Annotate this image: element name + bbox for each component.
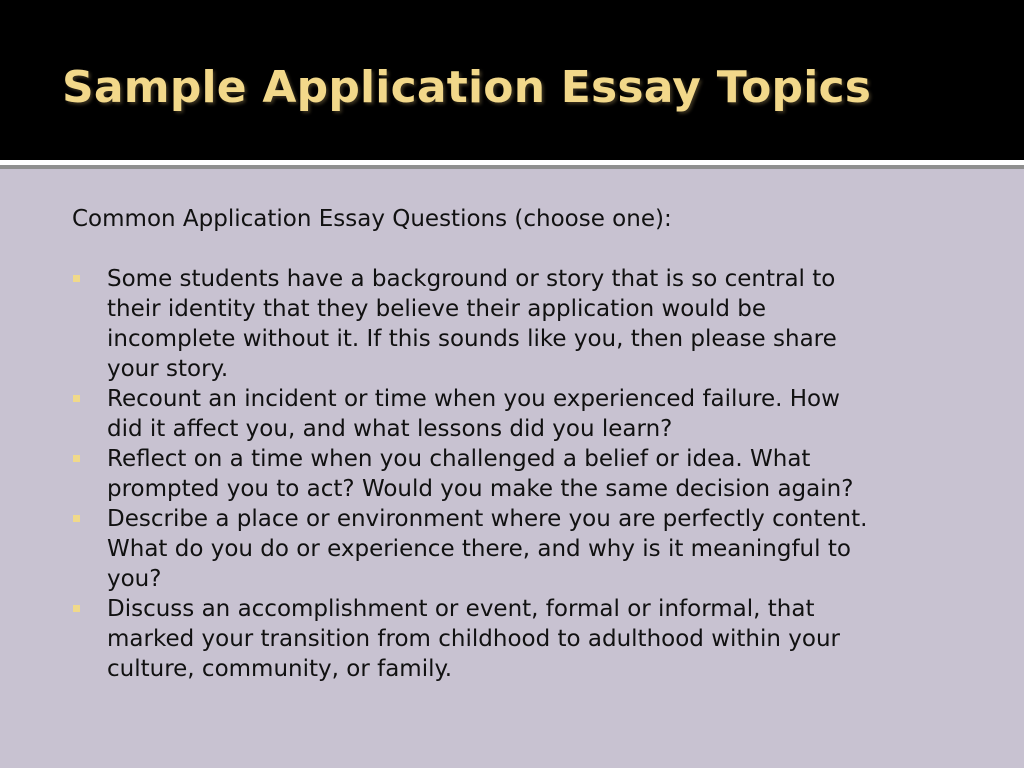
slide-title: Sample Application Essay Topics [62, 62, 872, 113]
square-bullet-icon [73, 515, 80, 522]
title-bar [0, 0, 1024, 160]
intro-text: Common Application Essay Questions (choose one): [72, 206, 672, 232]
bullet-line: incomplete without it. If this sounds like you, then please share [107, 326, 837, 352]
bullet-item [72, 594, 957, 684]
bullet-line: Discuss an accomplishment or event, formal or informal, that [107, 596, 815, 622]
bullet-line: Recount an incident or time when you experienced failure. How [107, 386, 840, 412]
bullet-line: you? [107, 566, 162, 592]
title-divider-gray [0, 165, 1024, 169]
bullet-line: marked your transition from childhood to adulthood within your [107, 626, 841, 652]
square-bullet-icon [73, 455, 80, 462]
bullet-line: did it affect you, and what lessons did you learn? [107, 416, 673, 442]
square-bullet-icon [73, 275, 80, 282]
bullet-line: Reflect on a time when you challenged a belief or idea. What [107, 446, 811, 472]
bullet-line: your story. [107, 356, 229, 382]
bullet-list [72, 264, 972, 684]
square-bullet-icon [73, 395, 80, 402]
bullet-line: culture, community, or family. [107, 656, 453, 682]
bullet-item [72, 384, 957, 444]
bullet-line: What do you do or experience there, and why is it meaningful to [107, 536, 851, 562]
bullet-item [72, 444, 957, 504]
slide-content [72, 204, 972, 684]
square-bullet-icon [73, 605, 80, 612]
bullet-line: their identity that they believe their application would be [107, 296, 767, 322]
bullet-item [72, 264, 957, 384]
bullet-item [72, 504, 957, 594]
bullet-line: prompted you to act? Would you make the same decision again? [107, 476, 854, 502]
bullet-line: Describe a place or environment where you are perfectly content. [107, 506, 868, 532]
bullet-line: Some students have a background or story that is so central to [107, 266, 836, 292]
